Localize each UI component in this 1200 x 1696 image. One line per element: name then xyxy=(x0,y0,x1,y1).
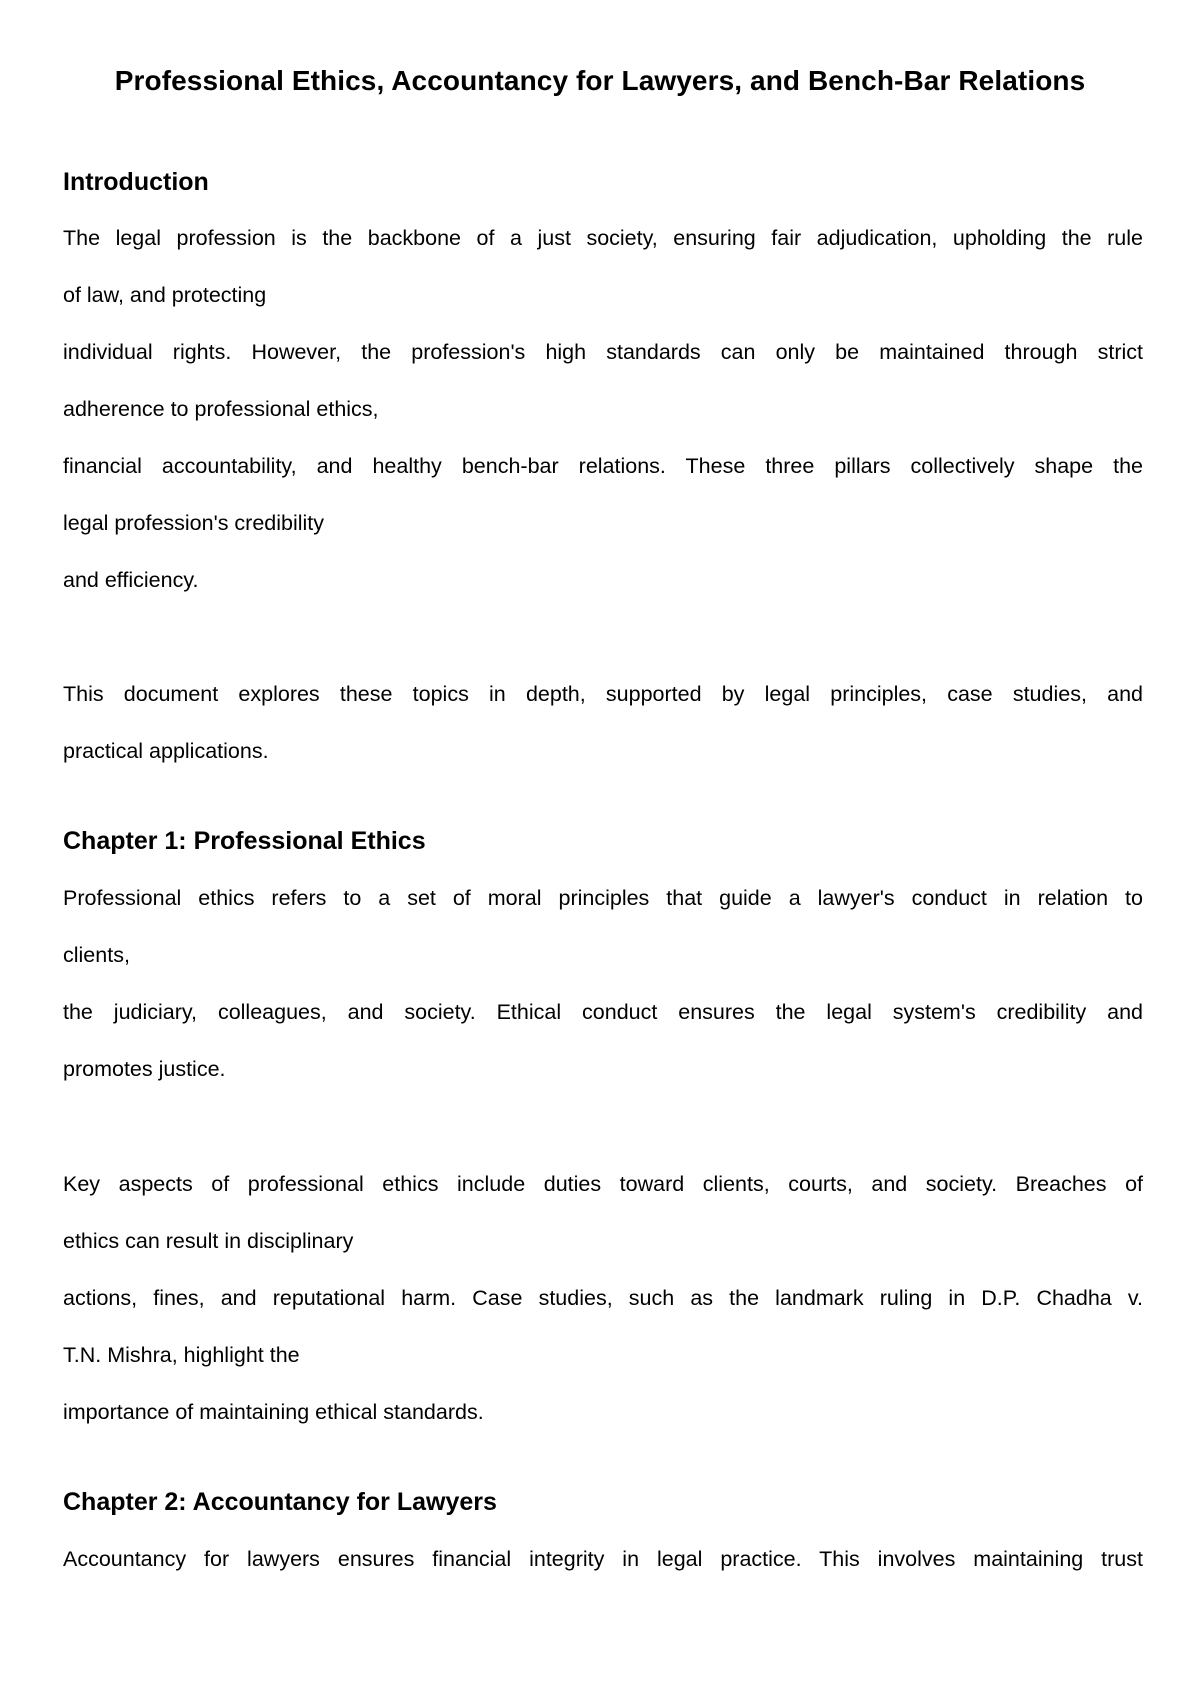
paragraph-line: of law, and protecting xyxy=(63,283,267,307)
paragraph-line: Accountancy for lawyers ensures financial integrity in legal practice. This involves maintaining trust xyxy=(63,1547,1143,1571)
section-heading-chapter-2: Chapter 2: Accountancy for Lawyers xyxy=(63,1488,497,1516)
paragraph-line: adherence to professional ethics, xyxy=(63,397,379,421)
paragraph-line: Professional ethics refers to a set of moral principles that guide a lawyer's conduct in relation to xyxy=(63,886,1143,910)
paragraph-line: the judiciary, colleagues, and society. Ethical conduct ensures the legal system's credibility and xyxy=(63,1000,1143,1024)
paragraph-line: promotes justice. xyxy=(63,1057,226,1081)
section-heading-chapter-1: Chapter 1: Professional Ethics xyxy=(63,827,426,855)
section-heading-introduction: Introduction xyxy=(63,168,209,196)
paragraph-line: This document explores these topics in depth, supported by legal principles, case studies, and xyxy=(63,682,1143,706)
paragraph-line: financial accountability, and healthy bench-bar relations. These three pillars collectively shape the xyxy=(63,454,1143,478)
paragraph-line: Key aspects of professional ethics include duties toward clients, courts, and society. Breaches of xyxy=(63,1172,1143,1196)
document-title: Professional Ethics, Accountancy for Lawyers, and Bench-Bar Relations xyxy=(114,65,1086,96)
paragraph-line: legal profession's credibility xyxy=(63,511,325,535)
paragraph-line: practical applications. xyxy=(63,739,269,763)
paragraph-line: ethics can result in disciplinary xyxy=(63,1229,354,1253)
paragraph-line: individual rights. However, the profession's high standards can only be maintained through strict xyxy=(63,340,1143,364)
paragraph-line: importance of maintaining ethical standards. xyxy=(63,1400,484,1424)
paragraph-line: actions, fines, and reputational harm. Case studies, such as the landmark ruling in D.P. Chadha v. xyxy=(63,1286,1143,1310)
paragraph-line: T.N. Mishra, highlight the xyxy=(63,1343,300,1367)
paragraph-line: clients, xyxy=(63,943,130,967)
paragraph-line: The legal profession is the backbone of a just society, ensuring fair adjudication, upholding the rule xyxy=(63,226,1143,250)
paragraph-line: and efficiency. xyxy=(63,568,199,592)
